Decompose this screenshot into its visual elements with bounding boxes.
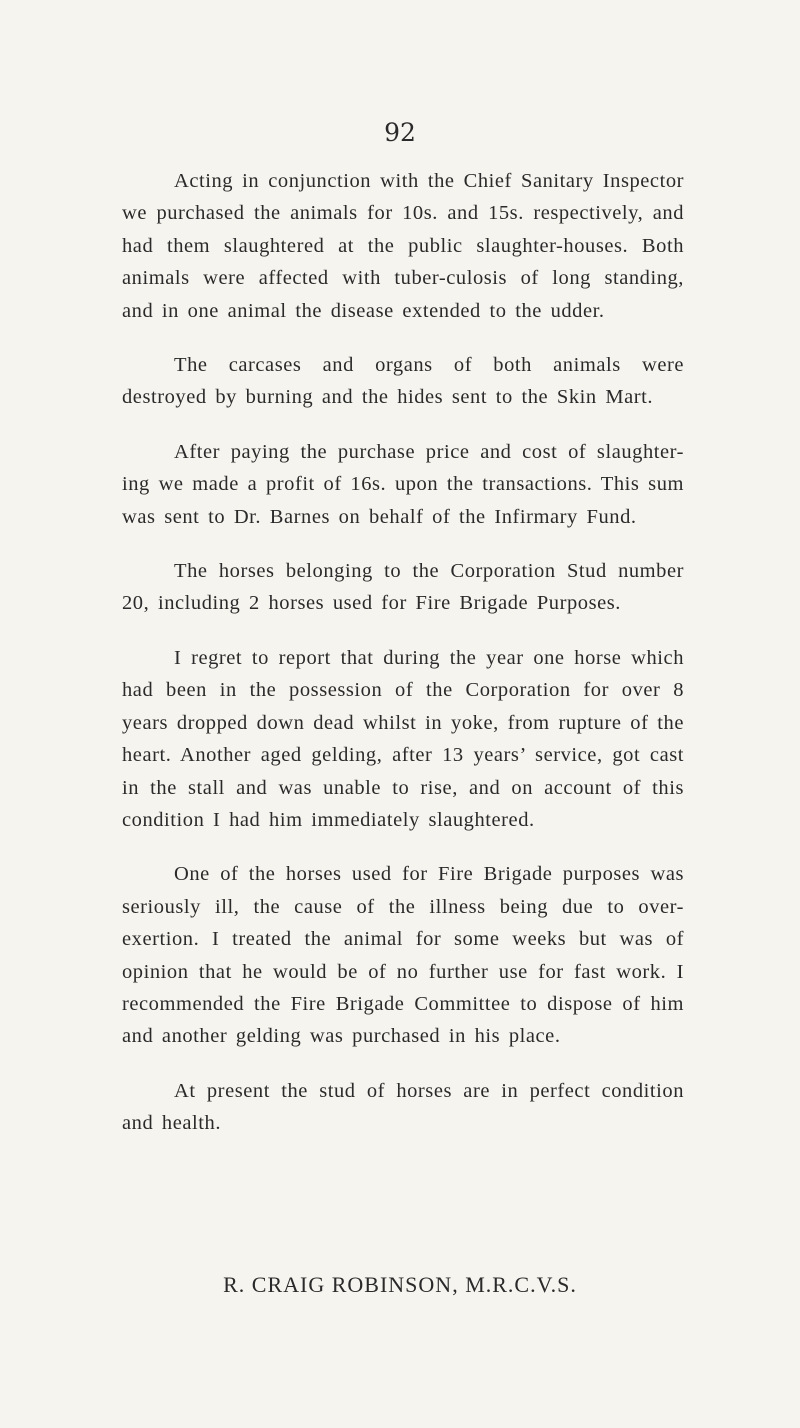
paragraph-profit: After paying the purchase price and cost of slaughter-ing we made a profit of 16s. upon the transactions. This sum was sent to Dr. Barnes on behalf of the Infirmary Fund. [122, 440, 684, 528]
paragraph-purchase-of-animals: Acting in conjunction with the Chief Sanitary Inspector we purchased the animals for 10s. and 15s. respectively, and had them slaughtered at the public slaughter-houses. Both animals were affected with tuber-culosis of long standing, and in one animal the disease extended to the udder. [122, 170, 684, 322]
signature: R. CRAIG ROBINSON, M.R.C.V.S. [223, 1272, 577, 1297]
paragraph-corporation-stud: The horses belonging to the Corporation Stud number 20, including 2 horses used for Fire Brigade Purposes. [122, 560, 684, 615]
page-number: 92 [384, 118, 416, 147]
paragraph-horse-losses: I regret to report that during the year one horse which had been in the possession of the Corporation for over 8 years dropped down dead whilst in yoke, from rupture of the heart. Another aged gelding, after 13 years’ service, got cast in the stall and was unable to rise, and on account of this condition I had him immediately slaughtered. [122, 646, 684, 831]
paragraph-fire-brigade-horse: One of the horses used for Fire Brigade purposes was seriously ill, the cause of the illness being due to over-exertion. I treated the animal for some weeks but was of opinion that he would be of no further use for fast work. I recommended the Fire Brigade Committee to dispose of him and another gelding was purchased in his place. [122, 863, 684, 1048]
paragraph-stud-condition: At present the stud of horses are in perfect condition and health. [122, 1079, 684, 1135]
paragraph-carcases-destroyed: The carcases and organs of both animals were destroyed by burning and the hides sent to the Skin Mart. [122, 354, 684, 409]
report-body [122, 165, 684, 1162]
